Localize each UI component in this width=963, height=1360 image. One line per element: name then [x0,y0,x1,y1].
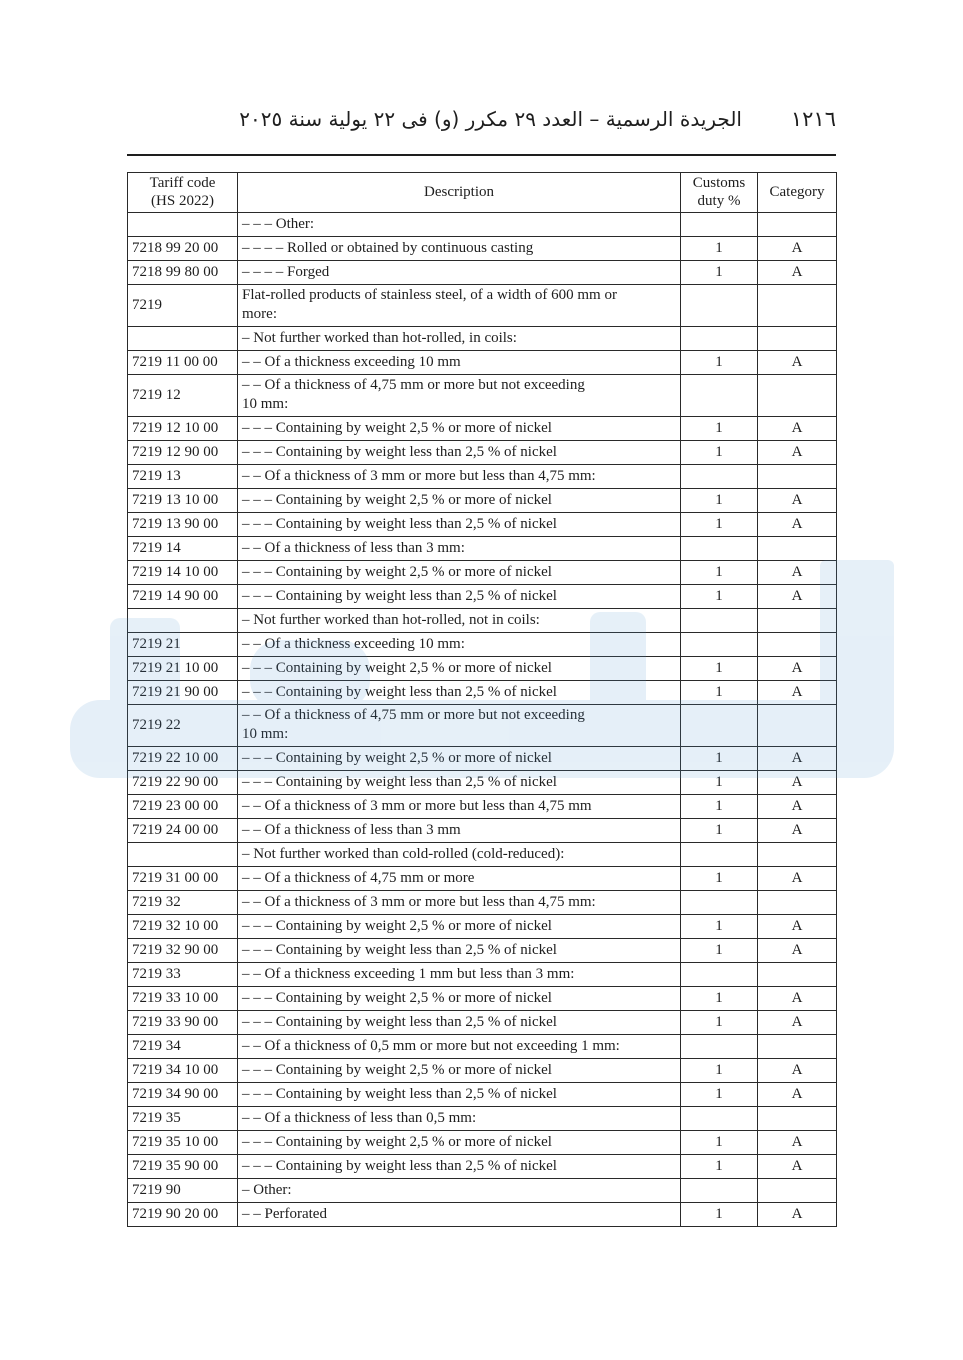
category-cell [758,465,837,489]
table-row [128,285,837,327]
customs-duty-cell: 1 [681,489,758,513]
customs-duty-cell: 1 [681,1131,758,1155]
tariff-code-cell [128,609,238,633]
description-cell: – – – Containing by weight less than 2,5 % of nickel [238,1083,681,1107]
tariff-code-cell: 7219 14 90 00 [128,585,238,609]
description-cell: – – Of a thickness of less than 0,5 mm: [238,1107,681,1131]
category-cell: A [758,819,837,843]
customs-duty-cell: 1 [681,795,758,819]
customs-duty-cell [681,465,758,489]
description-cell: – – – Containing by weight 2,5 % or more of nickel [238,417,681,441]
table-row [128,987,837,1011]
customs-duty-cell: 1 [681,819,758,843]
description-cell: – – Of a thickness of less than 3 mm [238,819,681,843]
table-row [128,375,837,417]
description-cell: – – – Containing by weight less than 2,5 % of nickel [238,585,681,609]
table-row [128,1059,837,1083]
customs-duty-cell: 1 [681,1203,758,1227]
customs-duty-header-line: duty % [697,193,741,209]
description-cell: – – – – Rolled or obtained by continuous casting [238,237,681,261]
customs-duty-cell [681,537,758,561]
customs-duty-cell [681,633,758,657]
category-cell: A [758,771,837,795]
tariff-code-cell: 7219 33 10 00 [128,987,238,1011]
description-cell: – – – Containing by weight less than 2,5 % of nickel [238,681,681,705]
tariff-code-cell: 7219 [128,285,238,327]
category-cell [758,963,837,987]
customs-duty-cell: 1 [681,771,758,795]
tariff-code-cell: 7219 90 20 00 [128,1203,238,1227]
tariff-code-cell: 7219 13 [128,465,238,489]
customs-duty-cell: 1 [681,915,758,939]
table-row [128,771,837,795]
customs-duty-cell [681,891,758,915]
category-cell [758,705,837,747]
tariff-code-cell: 7219 34 90 00 [128,1083,238,1107]
table-row [128,417,837,441]
customs-duty-cell [681,1107,758,1131]
customs-duty-cell: 1 [681,585,758,609]
category-cell: A [758,987,837,1011]
table-row [128,1131,837,1155]
tariff-code-cell [128,843,238,867]
description-header: Description [238,173,681,213]
customs-duty-cell: 1 [681,867,758,891]
customs-duty-cell [681,327,758,351]
category-cell: A [758,585,837,609]
tariff-code-header-line: Tariff code [149,175,216,191]
category-cell [758,1035,837,1059]
customs-duty-cell: 1 [681,513,758,537]
table-row [128,1035,837,1059]
customs-duty-cell [681,963,758,987]
description-cell: – Not further worked than hot-rolled, in coils: [238,327,681,351]
table-row [128,963,837,987]
description-cell: – – – Containing by weight 2,5 % or more of nickel [238,747,681,771]
table-row [128,747,837,771]
customs-duty-cell [681,705,758,747]
customs-duty-cell: 1 [681,561,758,585]
category-cell [758,537,837,561]
tariff-code-cell: 7219 90 [128,1179,238,1203]
table-row [128,1107,837,1131]
table-row [128,1179,837,1203]
table-row [128,843,837,867]
category-header: Category [758,173,837,213]
description-cell: – – Of a thickness exceeding 1 mm but less than 3 mm: [238,963,681,987]
category-cell: A [758,1011,837,1035]
category-cell: A [758,489,837,513]
customs-duty-cell [681,1035,758,1059]
description-cell: – – Of a thickness of 0,5 mm or more but not exceeding 1 mm: [238,1035,681,1059]
tariff-code-cell: 7219 12 10 00 [128,417,238,441]
customs-duty-cell [681,1179,758,1203]
category-cell: A [758,561,837,585]
table-row [128,1083,837,1107]
customs-duty-cell: 1 [681,1083,758,1107]
customs-duty-cell [681,375,758,417]
tariff-code-cell: 7219 11 00 00 [128,351,238,375]
category-cell: A [758,351,837,375]
customs-duty-cell [681,609,758,633]
header-divider [127,154,836,156]
category-cell [758,633,837,657]
description-cell: – – – Containing by weight less than 2,5 % of nickel [238,1155,681,1179]
category-cell: A [758,237,837,261]
tariff-code-cell: 7219 12 90 00 [128,441,238,465]
table-row [128,705,837,747]
customs-duty-cell [681,843,758,867]
category-cell: A [758,1131,837,1155]
tariff-code-cell: 7219 14 [128,537,238,561]
customs-duty-header-line: Customs [692,175,746,191]
table-row [128,795,837,819]
description-cell: – – Of a thickness of 3 mm or more but less than 4,75 mm: [238,465,681,489]
tariff-code-cell: 7219 33 90 00 [128,1011,238,1035]
customs-duty-cell: 1 [681,441,758,465]
description-cell: – – Of a thickness of 4,75 mm or more [238,867,681,891]
description-cell: – – – Containing by weight 2,5 % or more of nickel [238,1131,681,1155]
tariff-code-header-line: (HS 2022) [151,193,214,209]
category-cell: A [758,657,837,681]
tariff-code-cell [128,213,238,237]
category-cell: A [758,1083,837,1107]
tariff-code-cell: 7219 33 [128,963,238,987]
table-row [128,537,837,561]
category-cell: A [758,795,837,819]
category-cell: A [758,681,837,705]
table-row [128,819,837,843]
category-cell [758,1179,837,1203]
tariff-code-cell: 7219 32 90 00 [128,939,238,963]
description-cell: – Other: [238,1179,681,1203]
tariff-code-cell: 7219 23 00 00 [128,795,238,819]
tariff-code-cell: 7218 99 80 00 [128,261,238,285]
tariff-code-cell: 7219 14 10 00 [128,561,238,585]
description-cell: – – Of a thickness of 4,75 mm or more but not exceeding 10 mm: [238,705,681,747]
table-row [128,681,837,705]
description-cell: – – – – Forged [238,261,681,285]
tariff-code-cell: 7219 21 10 00 [128,657,238,681]
gazette-title: الجريدة الرسمية – العدد ٢٩ مكرر (و) فى ٢٢ يولية سنة ٢٠٢٥ [239,107,742,131]
tariff-table-body [128,213,837,1227]
description-cell: – – Of a thickness of 3 mm or more but less than 4,75 mm: [238,891,681,915]
tariff-code-cell: 7219 34 10 00 [128,1059,238,1083]
table-row [128,513,837,537]
category-cell [758,891,837,915]
customs-duty-cell: 1 [681,987,758,1011]
tariff-code-cell: 7219 22 [128,705,238,747]
category-cell: A [758,1203,837,1227]
customs-duty-cell: 1 [681,351,758,375]
table-row [128,867,837,891]
table-row [128,1155,837,1179]
customs-duty-cell: 1 [681,261,758,285]
description-cell: – – Of a thickness of less than 3 mm: [238,537,681,561]
tariff-code-cell: 7219 22 10 00 [128,747,238,771]
table-row [128,657,837,681]
table-row [128,891,837,915]
description-cell: – – – Containing by weight 2,5 % or more of nickel [238,489,681,513]
category-cell [758,609,837,633]
tariff-code-cell: 7218 99 20 00 [128,237,238,261]
category-cell [758,1107,837,1131]
description-cell: – – – Containing by weight 2,5 % or more of nickel [238,561,681,585]
table-row [128,261,837,285]
category-cell: A [758,939,837,963]
tariff-code-cell: 7219 12 [128,375,238,417]
category-cell: A [758,441,837,465]
category-cell: A [758,867,837,891]
description-cell: – – – Containing by weight 2,5 % or more of nickel [238,657,681,681]
description-cell: – Not further worked than hot-rolled, not in coils: [238,609,681,633]
customs-duty-cell: 1 [681,237,758,261]
table-row [128,441,837,465]
table-row [128,1011,837,1035]
customs-duty-cell: 1 [681,657,758,681]
description-cell: – – – Containing by weight less than 2,5 % of nickel [238,513,681,537]
table-row [128,585,837,609]
table-row [128,633,837,657]
customs-duty-cell: 1 [681,747,758,771]
category-cell [758,285,837,327]
description-cell: – – Of a thickness exceeding 10 mm: [238,633,681,657]
table-row [128,609,837,633]
customs-duty-cell: 1 [681,939,758,963]
customs-duty-cell [681,285,758,327]
description-cell: – – – Containing by weight less than 2,5 % of nickel [238,1011,681,1035]
category-cell: A [758,747,837,771]
table-row [128,465,837,489]
category-cell [758,327,837,351]
category-cell [758,213,837,237]
description-cell: – – Of a thickness of 4,75 mm or more but not exceeding 10 mm: [238,375,681,417]
tariff-code-cell: 7219 24 00 00 [128,819,238,843]
tariff-code-cell: 7219 35 10 00 [128,1131,238,1155]
category-cell [758,843,837,867]
page-number: ١٢١٦ [790,107,836,131]
description-cell: – – – Containing by weight 2,5 % or more of nickel [238,987,681,1011]
tariff-code-cell: 7219 32 10 00 [128,915,238,939]
tariff-code-cell: 7219 13 90 00 [128,513,238,537]
table-row [128,489,837,513]
table-row [128,351,837,375]
description-cell: – – – Containing by weight 2,5 % or more of nickel [238,915,681,939]
category-cell: A [758,1155,837,1179]
description-cell: – – – Containing by weight 2,5 % or more of nickel [238,1059,681,1083]
tariff-code-cell: 7219 21 [128,633,238,657]
category-cell: A [758,1059,837,1083]
tariff-code-header [128,173,238,213]
table-row [128,237,837,261]
category-cell [758,375,837,417]
customs-duty-cell: 1 [681,1155,758,1179]
description-cell: Flat-rolled products of stainless steel, of a width of 600 mm or more: [238,285,681,327]
tariff-code-cell: 7219 31 00 00 [128,867,238,891]
tariff-code-cell: 7219 34 [128,1035,238,1059]
table-row [128,561,837,585]
table-row [128,915,837,939]
table-row [128,939,837,963]
customs-duty-cell: 1 [681,1059,758,1083]
description-cell: – – – Other: [238,213,681,237]
description-cell: – – Of a thickness exceeding 10 mm [238,351,681,375]
tariff-code-cell: 7219 35 90 00 [128,1155,238,1179]
customs-duty-cell: 1 [681,1011,758,1035]
tariff-code-cell: 7219 13 10 00 [128,489,238,513]
category-cell: A [758,417,837,441]
description-cell: – – Perforated [238,1203,681,1227]
description-cell: – – – Containing by weight less than 2,5 % of nickel [238,771,681,795]
table-header-row [128,173,837,213]
tariff-code-cell: 7219 21 90 00 [128,681,238,705]
description-cell: – Not further worked than cold-rolled (cold-reduced): [238,843,681,867]
customs-duty-cell: 1 [681,417,758,441]
customs-duty-header [681,173,758,213]
tariff-code-cell: 7219 32 [128,891,238,915]
description-cell: – – – Containing by weight less than 2,5 % of nickel [238,441,681,465]
category-cell: A [758,915,837,939]
tariff-code-cell [128,327,238,351]
customs-duty-cell: 1 [681,681,758,705]
customs-duty-cell [681,213,758,237]
table-row [128,213,837,237]
category-cell: A [758,261,837,285]
description-cell: – – Of a thickness of 3 mm or more but less than 4,75 mm [238,795,681,819]
table-row [128,327,837,351]
description-cell: – – – Containing by weight less than 2,5 % of nickel [238,939,681,963]
tariff-code-cell: 7219 22 90 00 [128,771,238,795]
tariff-table [127,172,837,1227]
table-row [128,1203,837,1227]
tariff-code-cell: 7219 35 [128,1107,238,1131]
category-cell: A [758,513,837,537]
